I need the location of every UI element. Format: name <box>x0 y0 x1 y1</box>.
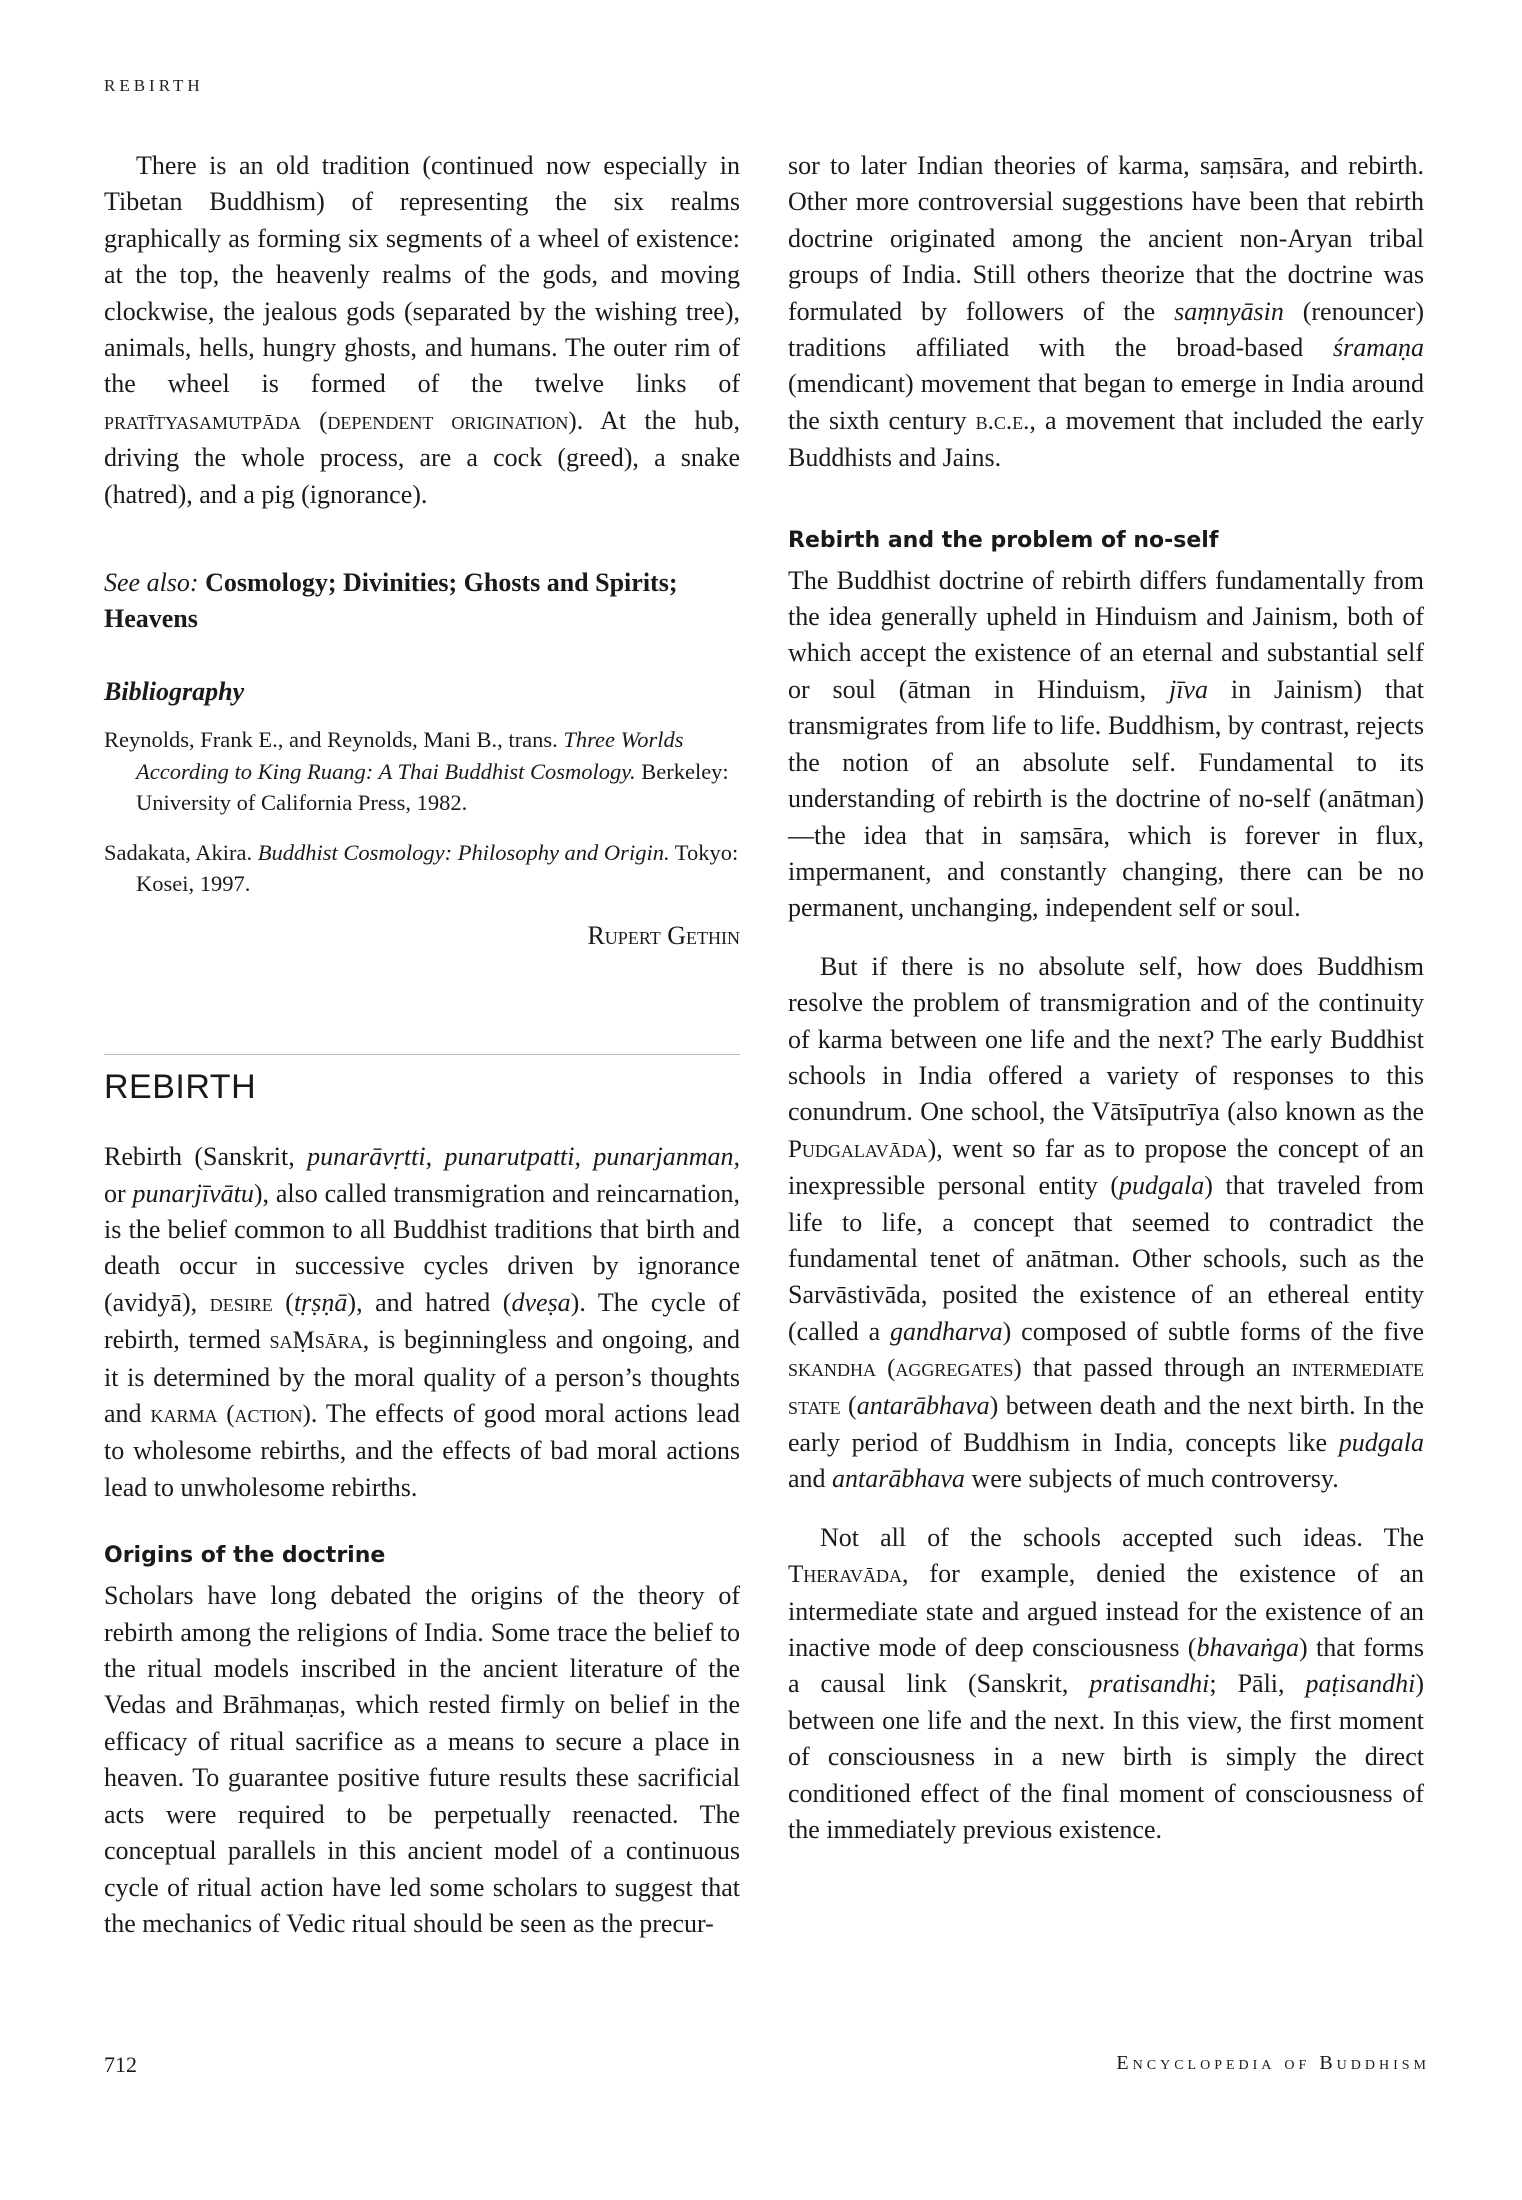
page-number: 712 <box>104 2052 137 2077</box>
origins-paragraph: Scholars have long debated the origins of the theory of rebirth among the religions of India. Some trace the belief to the ritual models inscribed in the ancient literature of the Vedas and Brāhmaṇas, which rested firmly on belief in the efficacy of ritual sacrifice as a means to secure a place in heaven. To guarantee positive future results these sacrificial acts were required to be perpetually reenacted. The conceptual parallels in this ancient model of a continuous cycle of ritual action have led some scholars to suggest that the mechanics of Vedic ritual should be seen as the precur- <box>104 1581 740 1938</box>
cross-reference[interactable]: Theravāda <box>788 1561 902 1589</box>
bibliography-entry: Sadakata, Akira. Buddhist Cosmology: Philosophy and Origin. Tokyo: Kosei, 1997. <box>104 839 739 897</box>
right-column <box>788 148 1424 1848</box>
cross-reference[interactable]: intermediate state <box>788 1355 1424 1420</box>
cross-reference[interactable]: pratītyasamutpāda (dependent origination) <box>104 407 577 435</box>
see-also-label: See also: <box>104 568 199 598</box>
wheel-paragraph: There is an old tradition (continued now especially in Tibetan Buddhism) of representing the six realms graphically as forming six segments of a wheel of existence: at the top, the heavenly realms of the gods, and moving clockwise, the jealous gods (separated by the wishing tree), animals, hells, hungry ghosts, and humans. The outer rim of the wheel is formed of the twelve links of pratītyasamutpāda (dependent origination). At the hub, driving the whole process, are a cock (greed), a snake (hatred), and a pig (ignorance). <box>104 151 740 509</box>
origins-continued-paragraph: sor to later Indian theories of karma, saṃsāra, and rebirth. Other more controversial suggestions have been that rebirth doctrine originated among the ancient non-Aryan tribal groups of India. Still others theorize that the doctrine was formulated by followers of the saṃnyāsin (renouncer) traditions affiliated with the broad-based śramaṇa (mendicant) movement that began to emerge in India around the sixth century b.c.e., a movement that included the early Buddhists and Jains. <box>788 151 1424 473</box>
bibliography-heading: Bibliography <box>104 676 245 706</box>
theravada-paragraph: Not all of the schools accepted such ideas. The Theravāda, for example, denied the existence of an intermediate state and argued instead for the existence of an inactive mode of deep consciousness (bhavaṅga) that forms a causal link (Sanskrit, pratisandhi; Pāli, paṭisandhi) between one life and the next. In this view, the first moment of consciousness in a new birth is simply the direct conditioned effect of the final moment of consciousness of the immediately previous existence. <box>788 1522 1424 1845</box>
cross-reference[interactable]: desire <box>209 1289 273 1317</box>
section-heading-origins: Origins of the doctrine <box>104 1543 386 1569</box>
cross-reference[interactable]: saṂsāra <box>269 1327 363 1355</box>
cross-reference[interactable]: karma (action) <box>150 1401 311 1429</box>
entry-divider <box>104 1054 740 1055</box>
bibliography-entry: Reynolds, Frank E., and Reynolds, Mani B., trans. Three Worlds According to King Ruang: A Thai Buddhist Cosmology. Berkeley: University of California Press, 1982. <box>104 727 729 816</box>
left-column <box>104 148 740 1942</box>
no-self-paragraph: The Buddhist doctrine of rebirth differs fundamentally from the idea generally upheld in Hinduism and Jainism, both of which accept the existence of an eternal and substantial self or soul (ātman in Hinduism, jīva in Jainism) that transmigrates from life to life. Buddhism, by contrast, rejects the notion of an absolute self. Fundamental to its understanding of rebirth is the doctrine of no-self (anātman)—the idea that in saṃsāra, which is forever in flux, impermanent, and constantly changing, there can be no permanent, unchanging, independent self or soul. <box>788 565 1424 923</box>
running-head: REBIRTH <box>104 76 204 95</box>
book-title: Encyclopedia of Buddhism <box>1116 2052 1430 2074</box>
cross-reference[interactable]: Pudgalavāda <box>788 1135 928 1163</box>
see-also-terms[interactable]: Cosmology; Divinities; Ghosts and Spirits; Heavens <box>104 568 678 634</box>
entry-title: REBIRTH <box>104 1068 257 1107</box>
section-heading-no-self: Rebirth and the problem of no-self <box>788 527 1219 553</box>
author-credit: Rupert Gethin <box>587 920 740 950</box>
transmigration-paragraph: But if there is no absolute self, how does Buddhism resolve the problem of transmigration and of the continuity of karma between one life and the next? The early Buddhist schools in India offered a variety of responses to this conundrum. One school, the Vātsīputrīya (also known as the Pudgalavāda), went so far as to propose the concept of an inexpressible personal entity (pudgala) that traveled from life to life, a concept that seemed to contradict the fundamental tenet of anātman. Other schools, such as the Sarvāstivāda, posited the existence of an ethereal entity (called a gandharva) composed of subtle forms of the five skandha (aggregates) that passed through an intermediate state (antarābhava) between death and the next birth. In the early period of Buddhism in India, concepts like pudgala and antarābhava were subjects of much controversy. <box>788 951 1424 1494</box>
cross-reference[interactable]: skandha (aggregates) <box>788 1355 1022 1383</box>
rebirth-definition-paragraph: Rebirth (Sanskrit, punarāvṛtti, punarutpatti, punarjanman, or punarjīvātu), also called transmigration and reincarnation, is the belief common to all Buddhist traditions that birth and death occur in successive cycles driven by ignorance (avidyā), desire (tṛṣṇā), and hatred (dveṣa). The cycle of rebirth, termed saṂsāra, is beginningless and ongoing, and it is determined by the moral quality of a person’s thoughts and karma (action). The effects of good moral actions lead to wholesome rebirths, and the effects of bad moral actions lead to unwholesome rebirths. <box>104 1142 741 1502</box>
see-also <box>104 565 740 638</box>
